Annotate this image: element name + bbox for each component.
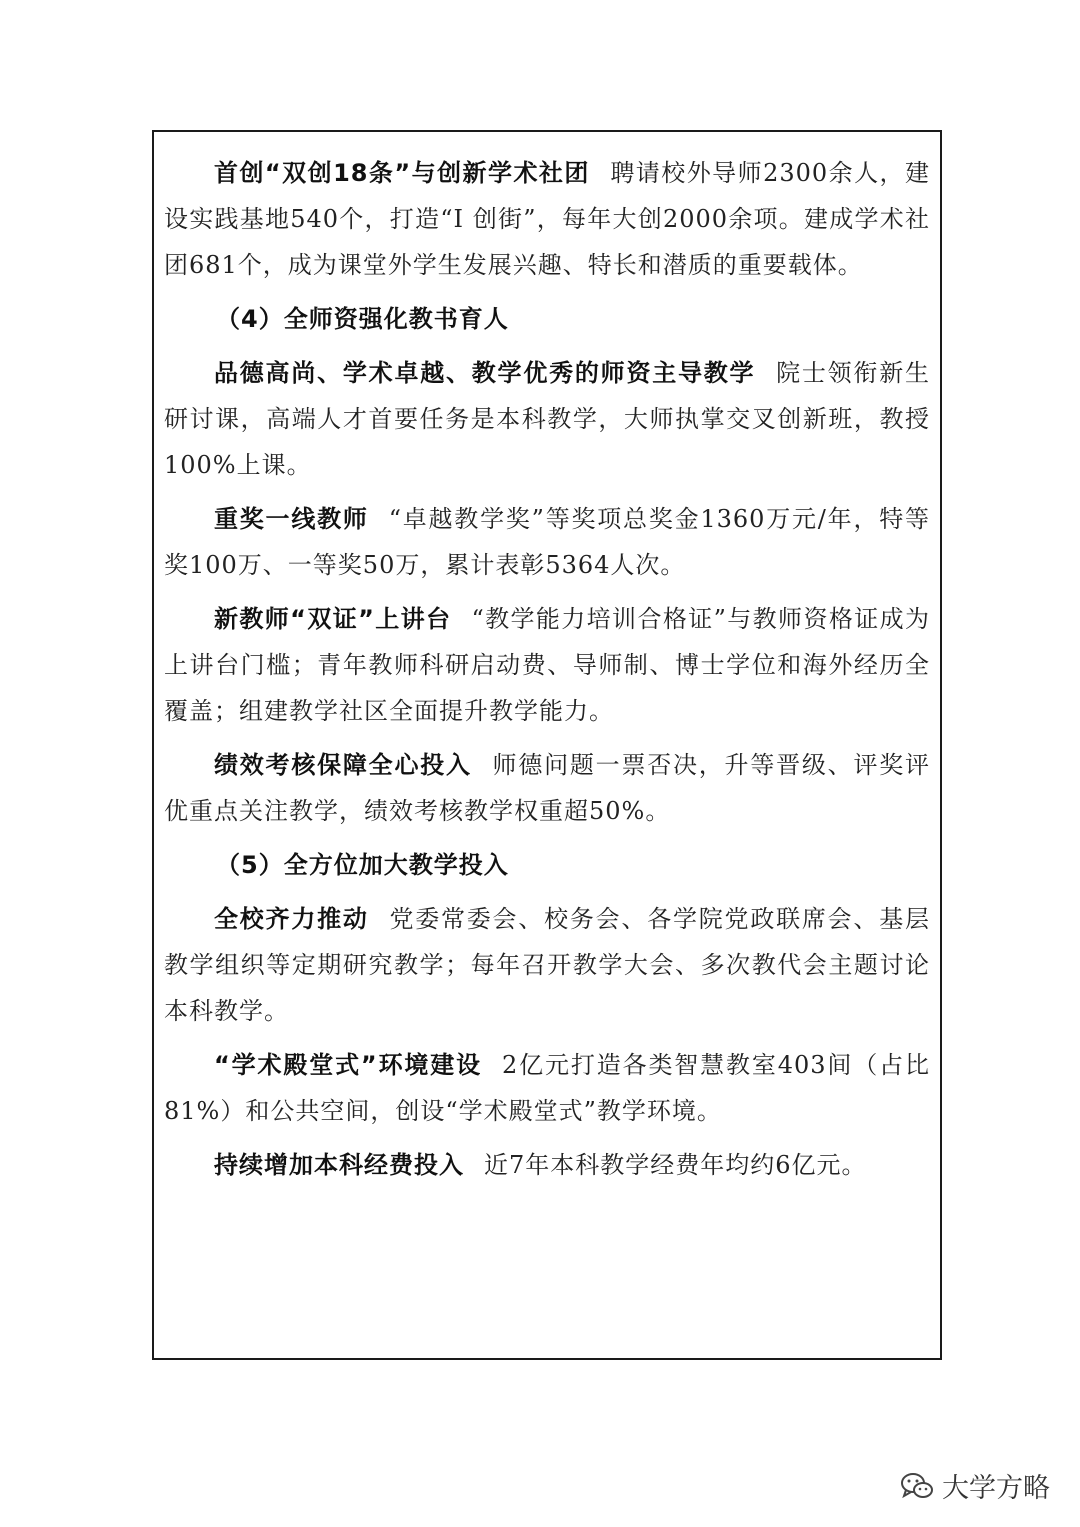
paragraph-innovation-clubs bbox=[164, 150, 930, 288]
section-heading-5: （5）全方位加大教学投入 bbox=[216, 851, 509, 879]
paragraph-text: 院士领衔新生研讨课，高端人才首要任务是本科教学，大师执掌交叉创新班，教授100%上课。 bbox=[164, 359, 931, 479]
paragraph-lead: 全校齐力推动 bbox=[214, 905, 369, 933]
paragraph-undergraduate-funding bbox=[164, 1142, 930, 1188]
paragraph-lead: 品德高尚、学术卓越、教学优秀的师资主导教学 bbox=[214, 359, 756, 387]
paragraph-lead: 首创“双创18条”与创新学术社团 bbox=[214, 159, 590, 187]
paragraph-new-teacher-certification bbox=[164, 596, 930, 734]
paragraph-text: “卓越教学奖”等奖项总奖金1360万元/年，特等奖100万、一等奖50万，累计表彰5364人次。 bbox=[164, 505, 931, 579]
paragraph-performance-evaluation bbox=[164, 742, 930, 834]
paragraph-lead: 绩效考核保障全心投入 bbox=[214, 751, 472, 779]
paragraph-teacher-awards bbox=[164, 496, 930, 588]
watermark bbox=[900, 1466, 1050, 1505]
document-content bbox=[164, 150, 930, 1196]
wechat-icon bbox=[900, 1471, 934, 1501]
paragraph-lead: 重奖一线教师 bbox=[214, 505, 369, 533]
paragraph-lead: “学术殿堂式”环境建设 bbox=[214, 1051, 483, 1079]
paragraph-text: “教学能力培训合格证”与教师资格证成为上讲台门槛；青年教师科研启动费、导师制、博士学位和海外经历全覆盖；组建教学社区全面提升教学能力。 bbox=[164, 605, 931, 725]
paragraph-text: 师德问题一票否决，升等晋级、评奖评优重点关注教学，绩效考核教学权重超50%。 bbox=[164, 751, 931, 825]
paragraph-faculty-lead-teaching bbox=[164, 350, 930, 488]
paragraph-text: 2亿元打造各类智慧教室403间（占比81%）和公共空间，创设“学术殿堂式”教学环境。 bbox=[164, 1051, 931, 1125]
document-frame bbox=[152, 130, 942, 1360]
watermark-text: 大学方略 bbox=[942, 1473, 1050, 1504]
paragraph-text: 党委常委会、校务会、各学院党政联席会、基层教学组织等定期研究教学；每年召开教学大会、多次教代会主题讨论本科教学。 bbox=[164, 905, 931, 1025]
paragraph-school-wide-effort bbox=[164, 896, 930, 1034]
paragraph-lead: 新教师“双证”上讲台 bbox=[214, 605, 452, 633]
paragraph-text: 近7年本科教学经费年均约6亿元。 bbox=[484, 1151, 867, 1179]
paragraph-academic-hall-environment bbox=[164, 1042, 930, 1134]
paragraph-lead: 持续增加本科经费投入 bbox=[214, 1151, 464, 1179]
section-heading-4: （4）全师资强化教书育人 bbox=[216, 305, 509, 333]
paragraph-text: 聘请校外导师2300余人，建设实践基地540个，打造“I 创街”，每年大创2000余项。建成学术社团681个，成为课堂外学生发展兴趣、特长和潜质的重要载体。 bbox=[164, 159, 931, 279]
